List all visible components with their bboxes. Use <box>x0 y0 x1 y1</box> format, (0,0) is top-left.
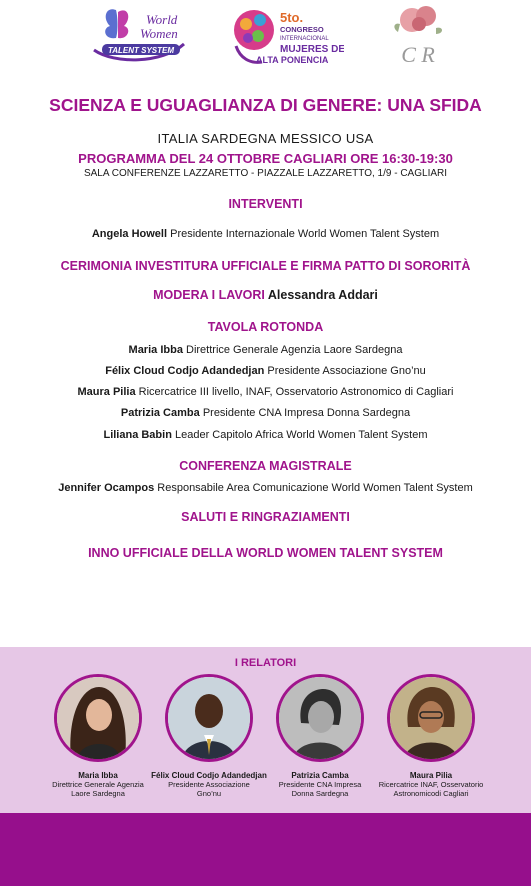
speaker-card <box>149 674 269 798</box>
mujeres-edition-text: 5to. <box>280 10 304 25</box>
logo-bar <box>0 0 531 82</box>
tavola-item <box>0 429 531 441</box>
footer-band <box>0 813 531 886</box>
venue-line: SALA CONFERENZE LAZZARETTO - PIAZZALE LAZZARETTO, 1/9 - CAGLIARI <box>83 168 448 179</box>
relatori-section <box>0 647 531 886</box>
cr-rose-logo <box>386 2 450 72</box>
conferenza-item <box>0 482 531 494</box>
conferenza-heading: CONFERENZA MAGISTRALE <box>179 459 352 473</box>
tavola-rotonda-heading: TAVOLA ROTONDA <box>207 320 324 334</box>
speaker-role: Ricercatrice III livello, INAF, Osservatorio Astronomico di Cagliari <box>138 386 454 398</box>
speaker-role-line: Laore Sardegna <box>71 789 125 798</box>
speaker-name: Maura Pilia <box>77 386 136 398</box>
speaker-role-line: Gno’nu <box>196 789 222 798</box>
tavola-item <box>0 365 531 377</box>
tavola-item <box>0 407 531 419</box>
speaker-role: Presidente Internazionale World Women Talent System <box>170 228 440 240</box>
alta-ponencia-text: ALTA PONENCIA <box>256 55 329 65</box>
countries-line: ITALIA SARDEGNA MESSICO USA <box>157 131 374 146</box>
speaker-name: Maria Ibba <box>128 344 183 356</box>
speaker-role-line: Ricercatrice INAF, Osservatorio <box>378 780 484 789</box>
speaker-photo <box>165 674 253 762</box>
tavola-item <box>0 386 531 398</box>
speaker-role-line: Astronomicodi Cagliari <box>393 789 469 798</box>
tavola-item <box>0 344 531 356</box>
world-women-talent-system-logo <box>88 4 188 70</box>
speaker-name: Maria Ibba <box>78 771 118 780</box>
interventi-heading: INTERVENTI <box>228 197 303 211</box>
speaker-name: Jennifer Ocampos <box>58 482 155 494</box>
speaker-role: Direttrice Generale Agenzia Laore Sardegna <box>186 344 403 356</box>
speaker-role: Presidente CNA Impresa Donna Sardegna <box>202 407 411 419</box>
modera-line <box>0 288 531 302</box>
speaker-card <box>38 674 158 798</box>
speaker-photo <box>387 674 475 762</box>
speaker-role-line: Donna Sardegna <box>291 789 349 798</box>
logo-world-text: World <box>146 12 178 27</box>
speaker-name: Patrizia Camba <box>291 771 349 780</box>
speaker-name: Maura Pilia <box>409 771 453 780</box>
logo-talent-system-text: TALENT SYSTEM <box>107 46 175 55</box>
speaker-name: Patrizia Camba <box>120 407 200 419</box>
modera-label: MODERA I LAVORI <box>153 288 265 302</box>
speaker-role-line: Direttrice Generale Agenzia <box>52 780 144 789</box>
mujeres-internacional-text: INTERNACIONAL <box>280 36 329 42</box>
programma-line: PROGRAMMA DEL 24 OTTOBRE CAGLIARI ORE 16:30-19:30 <box>78 151 453 166</box>
speaker-role-line: Presidente Associazione <box>168 780 250 789</box>
mujeres-congreso-text: CONGRESO <box>280 25 324 34</box>
speaker-card <box>371 674 491 798</box>
speaker-card <box>260 674 380 798</box>
relatori-heading: I RELATORI <box>234 657 297 669</box>
mujeres-de-text: MUJERES DE <box>280 44 344 55</box>
speaker-role-line: Presidente CNA Impresa <box>278 780 362 789</box>
modera-name: Alessandra Addari <box>267 288 378 302</box>
saluti-heading: SALUTI E RINGRAZIAMENTI <box>181 510 350 524</box>
interventi-item <box>0 228 531 240</box>
cr-initials-text: C R <box>401 42 435 67</box>
speaker-name: Angela Howell <box>91 228 168 240</box>
speaker-role: Presidente Associazione Gno’nu <box>267 365 426 377</box>
cerimonia-heading: CERIMONIA INVESTITURA UFFICIALE E FIRMA PATTO DI SORORITÀ <box>60 259 471 273</box>
speaker-name: Liliana Babin <box>103 429 172 441</box>
mujeres-congreso-logo <box>232 2 344 72</box>
speaker-name: Félix Cloud Codjo Adandedjan <box>105 365 265 377</box>
speaker-photo <box>276 674 364 762</box>
logo-women-text: Women <box>140 26 178 41</box>
speaker-name: Félix Cloud Codjo Adandedjan <box>151 771 267 780</box>
page-title: SCIENZA E UGUAGLIANZA DI GENERE: UNA SFIDA <box>49 95 482 115</box>
speaker-photo <box>54 674 142 762</box>
speaker-role: Responsabile Area Comunicazione World Women Talent System <box>157 482 473 494</box>
inno-heading: INNO UFFICIALE DELLA WORLD WOMEN TALENT SYSTEM <box>88 546 443 560</box>
speaker-role: Leader Capitolo Africa World Women Talent System <box>175 429 428 441</box>
